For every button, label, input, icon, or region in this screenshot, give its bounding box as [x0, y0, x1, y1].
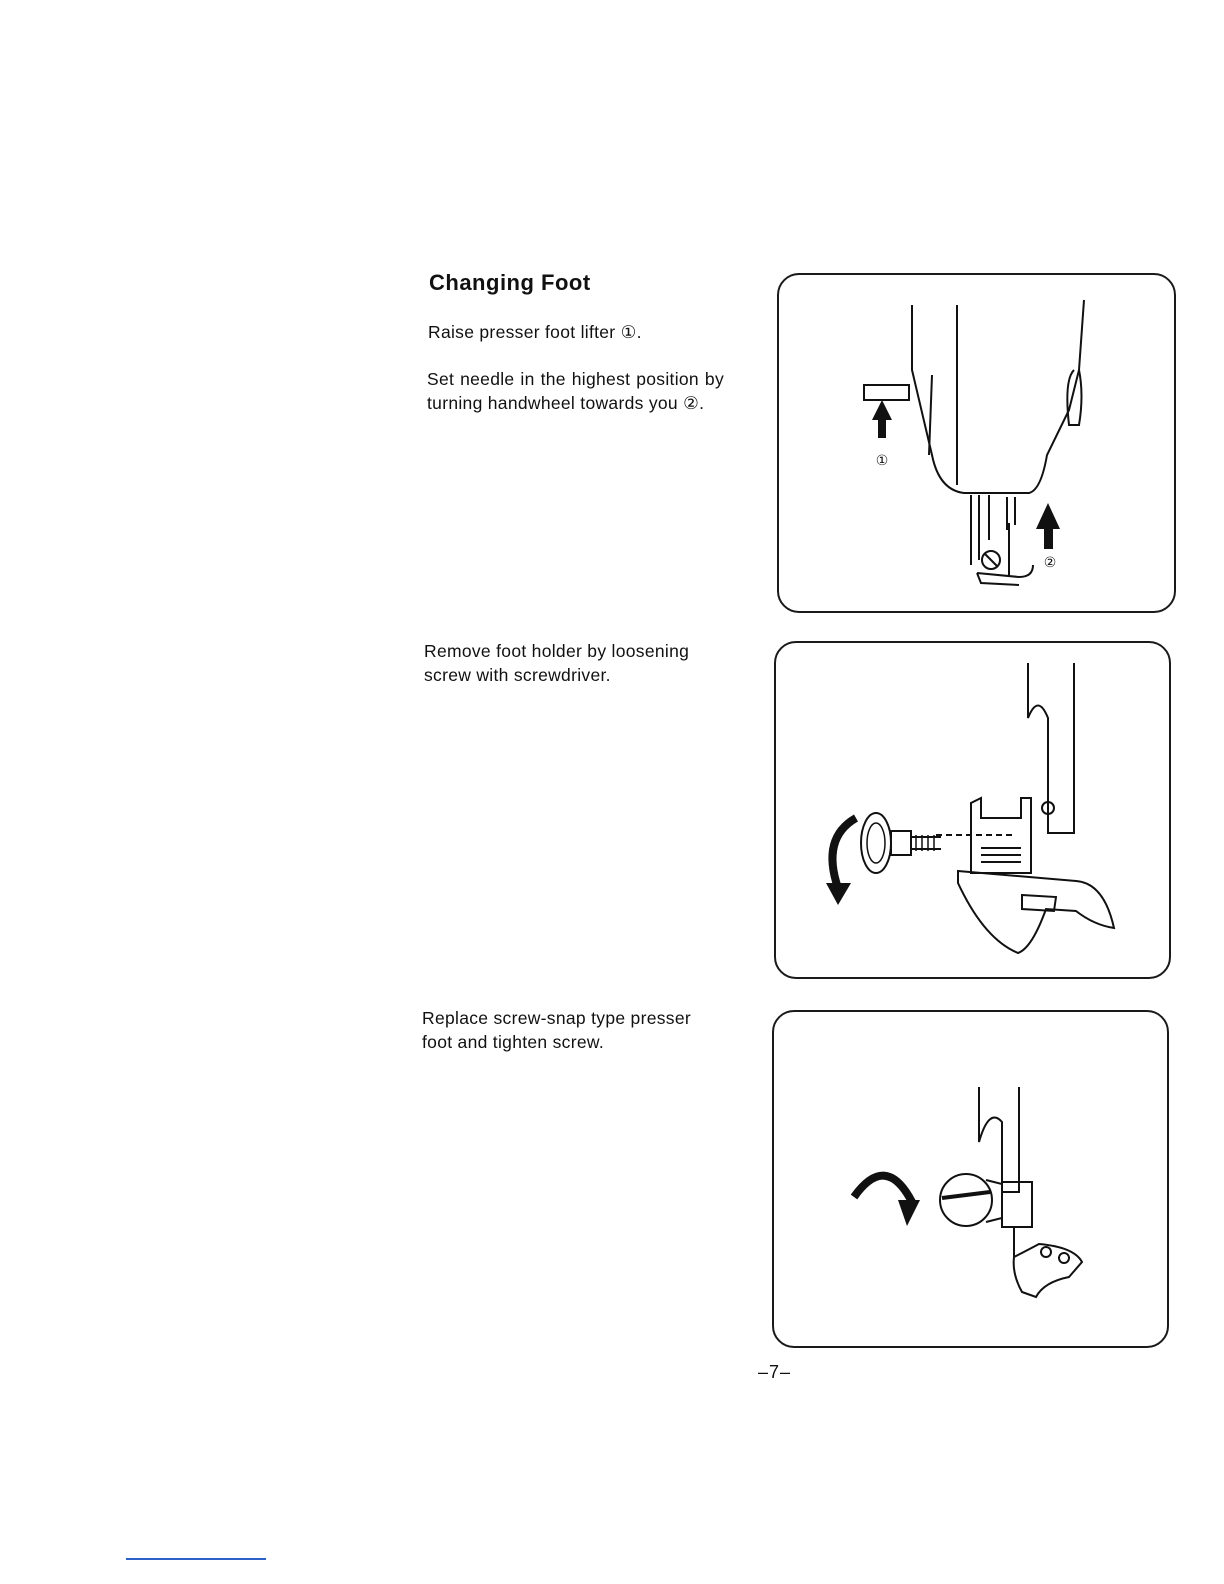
step-raise-lifter-text: Raise presser foot lifter ①. [428, 322, 642, 342]
lift-arrow-icon-1 [872, 400, 892, 438]
section-title: Changing Foot [429, 270, 591, 295]
callout-2: ② [1043, 555, 1057, 571]
thumbscrew-icon [861, 813, 941, 873]
foot-attach-illustration [774, 1012, 1167, 1346]
figure-remove-holder [774, 641, 1171, 979]
machine-head-illustration [779, 275, 1174, 611]
step-replace-foot-text: Replace screw-snap type presser foot and tighten screw. [422, 1008, 691, 1052]
page-number: –7– [758, 1362, 792, 1382]
footer-rule [126, 1558, 266, 1560]
figure-raise-lifter [777, 273, 1176, 613]
presser-screw-icon [940, 1174, 1002, 1226]
step-set-needle-text: Set needle in the highest position by turning handwheel towards you ②. [427, 369, 724, 413]
rotate-counterclockwise-arrow-icon [826, 818, 856, 905]
rotate-clockwise-arrow-icon [854, 1176, 920, 1226]
callout-1: ① [875, 453, 889, 469]
lift-arrow-icon-2 [1036, 503, 1060, 549]
figure-replace-foot [772, 1010, 1169, 1348]
foot-holder-illustration [776, 643, 1169, 977]
step-remove-holder-text: Remove foot holder by loosening screw with screwdriver. [424, 641, 690, 685]
